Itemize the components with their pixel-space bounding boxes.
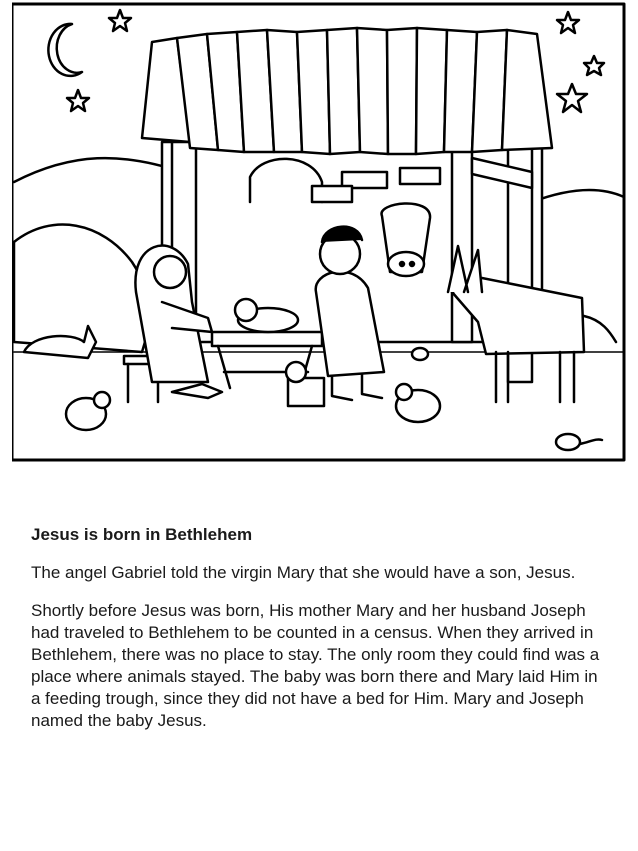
star-icon (67, 90, 89, 111)
star-icon (557, 12, 579, 33)
nativity-illustration (12, 2, 626, 462)
story-title: Jesus is born in Bethlehem (31, 525, 253, 544)
story-paragraph: Shortly before Jesus was born, His mother Mary and her husband Joseph had traveled to Bethlehem to be counted in a census. When they arrived in Bethlehem, there was no place to stay. The only room they could find was a place where animals stayed. The baby was born there and Mary laid Him in a feeding trough, since they did not have a bed for Him. Mary and Joseph named the baby Jesus. (31, 601, 600, 730)
brick (312, 186, 352, 202)
story-text (31, 524, 611, 748)
haystack (14, 225, 149, 352)
mouse (412, 348, 428, 360)
hill (532, 190, 624, 202)
moon-icon (48, 24, 82, 76)
mouse (556, 434, 602, 450)
cat (286, 362, 324, 406)
cow (382, 203, 431, 276)
stable-roof (142, 28, 552, 154)
story-paragraph: The angel Gabriel told the virgin Mary that she would have a son, Jesus. (31, 563, 576, 582)
brick (400, 168, 440, 184)
star-icon (584, 56, 604, 75)
bird (396, 384, 440, 422)
star-icon (109, 10, 131, 31)
star-icon (557, 84, 587, 112)
hill (14, 158, 182, 182)
baby-jesus (235, 299, 257, 321)
bird (66, 392, 110, 430)
